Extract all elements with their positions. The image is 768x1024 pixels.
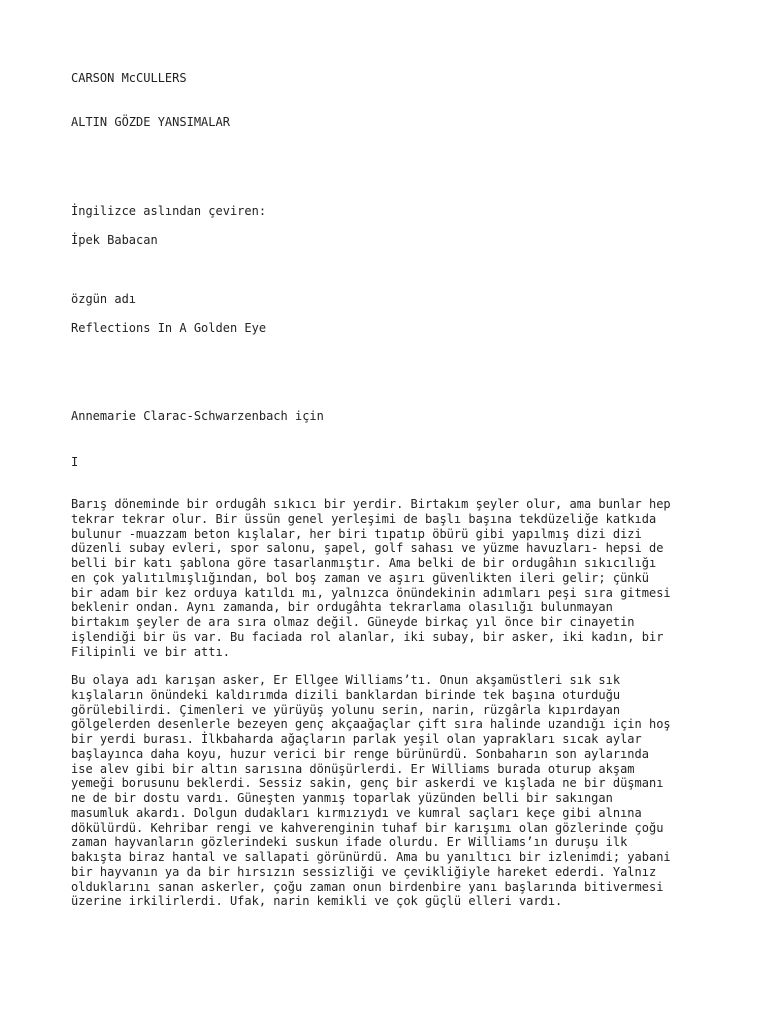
book-title: ALTIN GÖZDE YANSIMALAR <box>71 115 230 129</box>
paragraph-2: Bu olaya adı karışan asker, Er Ellgee Williams’tı. Onun akşamüstleri sık sık kışlaların önündeki kaldırımda dizili banklardan birinde tek başına oturduğu görülebilirdi. Çimenleri ve yürüyüş yolunu serin, narin, rüzgârla kıpırdayan gölgelerden desenlerle bezeyen genç akçaağaçlar çift sıra halinde uzandığı için hoş bir yerdi burası. İlkbaharda ağaçların parlak yeşil olan yaprakları sıcak aylar başlayınca daha koyu, huzur verici bir renge bürünürdü. Sonbaharın son aylarında ise alev gibi bir altın sarısına dönüşürlerdi. Er Williams burada oturup akşam yemeği borusunu beklerdi. Sessiz sakin, genç bir askerdi ve kışlada ne bir düşmanı ne de bir dostu vardı. Güneşten yanmış toparlak yüzünden belli bir sakıngan masumluk akardı. Dolgun dudakları kırmızıydı ve kumral saçları keçe gibi alnına dökülürdü. Kehribar rengi ve kahverenginin tuhaf bir karışımı olan gözlerinde çoğu zaman hayvanların gözlerindeki suskun ifade olurdu. Er Williams’ın duruşu ilk bakışta biraz hantal ve sallapati görünürdü. Ama bu yanıltıcı bir izlenimdi; yabani bir hayvanın ya da bir hırsızın sessizliği ve çevikliğiyle hareket ederdi. Yalnız olduklarını sanan askerler, çoğu zaman onun birdenbire yanı başlarında bitivermesi üzerine irkilirlerdi. Ufak, narin kemikli ve çok güçlü elleri vardı. <box>71 673 671 909</box>
original-title: Reflections In A Golden Eye <box>71 321 267 335</box>
chapter-number: I <box>71 455 79 469</box>
original-title-label: özgün adı <box>71 292 137 306</box>
dedication: Annemarie Clarac-Schwarzenbach için <box>71 409 324 423</box>
paragraph-1: Barış döneminde bir ordugâh sıkıcı bir yerdir. Birtakım şeyler olur, ama bunlar hep tekrar tekrar olur. Bir üssün genel yerleşimi de başlı başına tekdüzeliğe katkıda bulunur -muazzam beton kışlalar, her biri tıpatıp öbürü gibi yapılmış dizi dizi düzenli subay evleri, spor salonu, şapel, golf sahası ve yüzme havuzları- hepsi de belli bir katı şablona göre tasarlanmıştır. Ama belki de bir ordugâhın sıkıcılığı en çok yalıtılmışlığından, bol boş zaman ve aşırı güvenlikten ileri gelir; çünkü bir adam bir kez orduya katıldı mı, yalnızca önündekinin adımları peşi sıra gitmesi beklenir ondan. Aynı zamanda, bir ordugâhta tekrarlama olasılığı bulunmayan birtakım şeyler de ara sıra olmaz değil. Güneyde birkaç yıl önce bir cinayetin işlendiği bir üs var. Bu faciada rol alanlar, iki subay, bir asker, iki kadın, bir Filipinli ve bir attı. <box>71 497 671 659</box>
translator-name: İpek Babacan <box>71 233 158 247</box>
translator-label: İngilizce aslından çeviren: <box>71 204 267 218</box>
author-name: CARSON McCULLERS <box>71 71 187 85</box>
